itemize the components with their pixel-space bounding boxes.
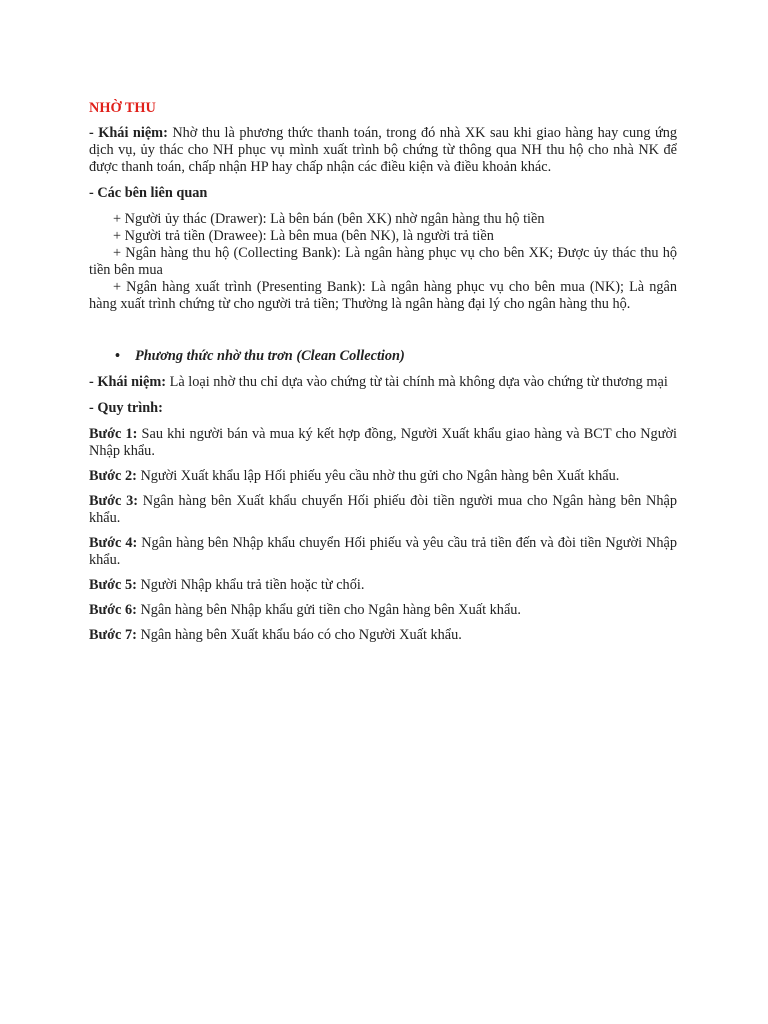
party-item-presenting-bank: + Ngân hàng xuất trình (Presenting Bank): Là ngân hàng phục vụ cho bên mua (NK); Là ngân hàng xuất trình chứng từ cho người trả tiền; Thường là ngân hàng đại lý cho ngân hàng thu hộ. bbox=[89, 279, 677, 312]
clean-concept-text: Là loại nhờ thu chỉ dựa vào chứng từ tài chính mà không dựa vào chứng từ thương mại bbox=[166, 374, 668, 390]
step-label: Bước 5: bbox=[89, 577, 137, 593]
step-text: Ngân hàng bên Nhập khẩu chuyển Hối phiếu và yêu cầu trả tiền đến và đòi tiền Người Nhập khẩu. bbox=[89, 535, 677, 568]
concept-label: - Khái niệm: bbox=[89, 125, 168, 141]
step-6 bbox=[89, 602, 677, 619]
step-3 bbox=[89, 493, 677, 527]
parties-list bbox=[89, 211, 677, 313]
step-2 bbox=[89, 468, 677, 485]
party-item-drawee: + Người trả tiền (Drawee): Là bên mua (bên NK), là người trả tiền bbox=[113, 228, 494, 244]
concept-text: Nhờ thu là phương thức thanh toán, trong đó nhà XK sau khi giao hàng hay cung ứng dịch vụ, ủy thác cho NH phục vụ mình xuất trình bộ chứng từ thông qua NH thu hộ cho nhà NK để được thanh toán, chấp nhận HP hay chấp nhận các điều kiện và điều khoản khác. bbox=[89, 125, 677, 175]
process-heading: - Quy trình: bbox=[89, 400, 163, 416]
document-body bbox=[89, 100, 677, 652]
step-text: Sau khi người bán và mua ký kết hợp đồng, Người Xuất khẩu giao hàng và BCT cho Người Nhập khẩu. bbox=[89, 426, 677, 459]
concept-paragraph bbox=[89, 125, 677, 176]
step-text: Ngân hàng bên Nhập khẩu gửi tiền cho Ngân hàng bên Xuất khẩu. bbox=[136, 602, 522, 618]
clean-collection-heading: Phương thức nhờ thu trơn (Clean Collection) bbox=[135, 348, 405, 364]
step-label: Bước 6: bbox=[89, 602, 137, 618]
step-1 bbox=[89, 426, 677, 460]
bullet-icon: • bbox=[115, 348, 121, 364]
step-label: Bước 3: bbox=[89, 493, 139, 509]
step-text: Ngân hàng bên Xuất khẩu chuyển Hối phiếu đòi tiền người mua cho Ngân hàng bên Nhập khẩu. bbox=[89, 493, 677, 526]
step-label: Bước 4: bbox=[89, 535, 138, 551]
clean-concept-label: - Khái niệm: bbox=[89, 374, 167, 390]
step-7 bbox=[89, 627, 677, 644]
document-title: NHỜ THU bbox=[89, 100, 156, 116]
step-label: Bước 7: bbox=[89, 627, 137, 643]
party-item-drawer: + Người ủy thác (Drawer): Là bên bán (bên XK) nhờ ngân hàng thu hộ tiền bbox=[113, 211, 545, 227]
parties-heading: - Các bên liên quan bbox=[89, 185, 208, 201]
step-text: Ngân hàng bên Xuất khẩu báo có cho Người Xuất khẩu. bbox=[136, 627, 462, 643]
step-label: Bước 2: bbox=[89, 468, 137, 484]
step-label: Bước 1: bbox=[89, 426, 138, 442]
step-text: Người Nhập khẩu trả tiền hoặc từ chối. bbox=[136, 577, 365, 593]
step-4 bbox=[89, 535, 677, 569]
clean-concept-paragraph bbox=[89, 374, 677, 391]
clean-collection-heading-row bbox=[89, 348, 677, 365]
party-item-collecting-bank: + Ngân hàng thu hộ (Collecting Bank): Là ngân hàng phục vụ cho bên XK; Được ủy thác thu hộ tiền bên mua bbox=[89, 245, 677, 278]
step-text: Người Xuất khẩu lập Hối phiếu yêu cầu nhờ thu gửi cho Ngân hàng bên Xuất khẩu. bbox=[136, 468, 620, 484]
step-5 bbox=[89, 577, 677, 594]
section-spacer bbox=[89, 322, 677, 348]
